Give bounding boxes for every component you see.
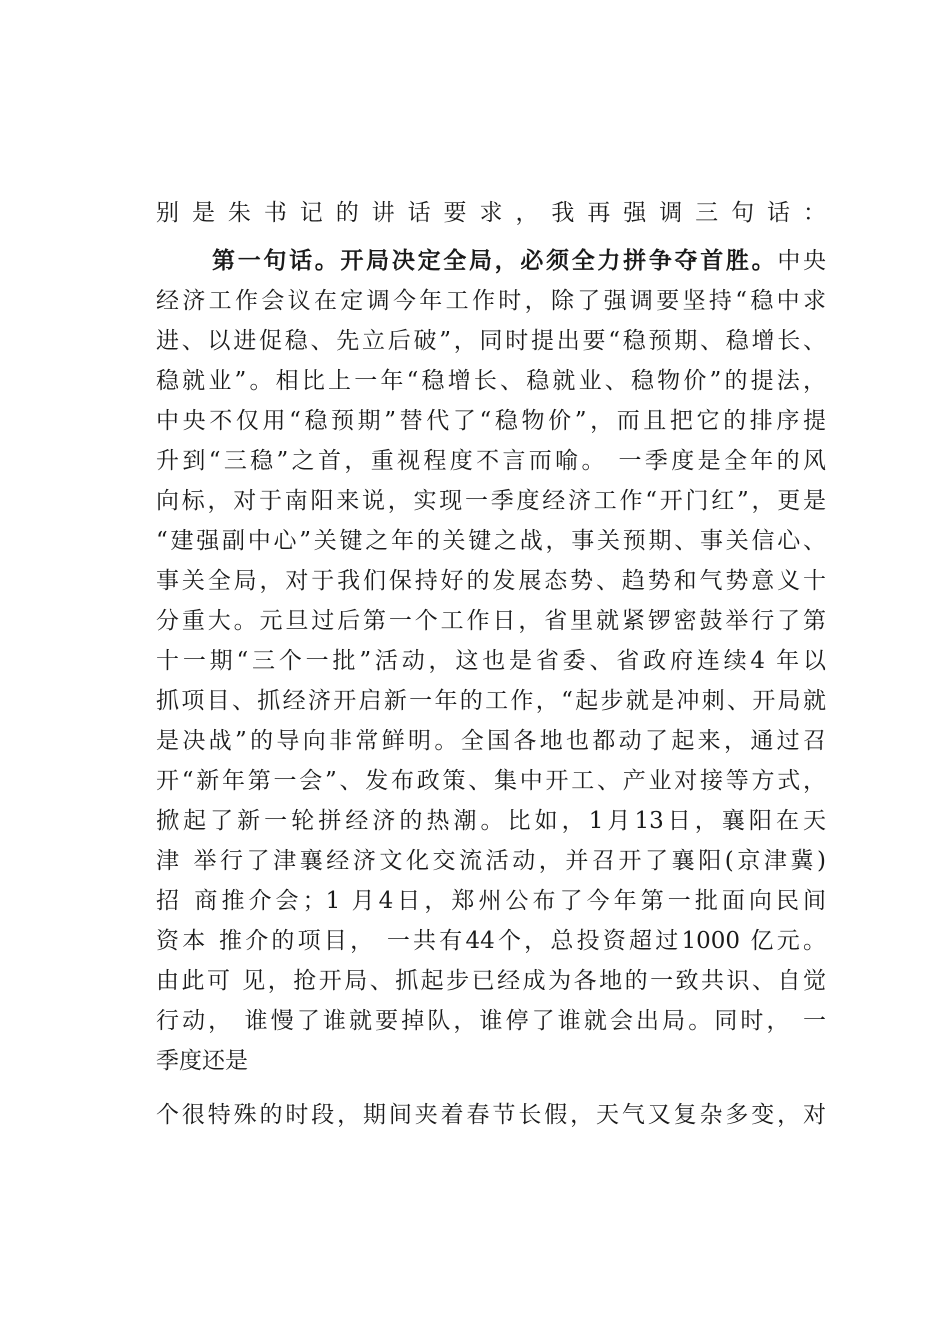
- paragraph-line: 经济工作会议在定调今年工作时，除了强调要坚持“稳中求: [156, 288, 826, 314]
- paragraph-last-line: 季度还是: [156, 1048, 248, 1074]
- paragraph-line: 中央不仅用“稳预期”替代了“稳物价”，而且把它的排序提: [156, 408, 826, 434]
- continuation-line: 个很特殊的时段，期间夹着春节长假，天气又复杂多变，对: [156, 1102, 826, 1128]
- opening-line: 别是朱书记的讲话要求，我再强调三句话：: [156, 200, 826, 226]
- paragraph-line: 抓项目、抓经济开启新一年的工作，“起步就是冲刺、开局就: [156, 688, 826, 714]
- paragraph-line: 由此可 见，抢开局、抓起步已经成为各地的一致共识、自觉: [156, 968, 826, 994]
- paragraph-line: 开“新年第一会”、发布政策、集中开工、产业对接等方式，: [156, 768, 826, 794]
- paragraph-line: 分重大。元旦过后第一个工作日，省里就紧锣密鼓举行了第: [156, 608, 826, 634]
- paragraph-first-line: [212, 241, 826, 281]
- paragraph-line: 事关全局，对于我们保持好的发展态势、趋势和气势意义十: [156, 568, 826, 594]
- paragraph-line: 稳就业”。相比上一年“稳增长、稳就业、稳物价”的提法，: [156, 368, 826, 394]
- paragraph-line: 津 举行了津襄经济文化交流活动，并召开了襄阳(京津冀): [156, 848, 826, 874]
- paragraph-line: 进、以进促稳、先立后破”，同时提出要“稳预期、稳增长、: [156, 328, 826, 354]
- paragraph-first-line-rest: 中央: [777, 248, 827, 274]
- paragraph-line: 掀起了新一轮拼经济的热潮。比如，1月13日，襄阳在天: [156, 808, 826, 834]
- paragraph-line: 向标，对于南阳来说，实现一季度经济工作“开门红”，更是: [156, 488, 826, 514]
- paragraph-line: 是决战”的导向非常鲜明。全国各地也都动了起来，通过召: [156, 728, 826, 754]
- paragraph-line: 十一期“三个一批”活动，这也是省委、省政府连续4 年以: [156, 648, 826, 674]
- paragraph-line: 招 商推介会；1 月4日，郑州公布了今年第一批面向民间: [156, 888, 826, 914]
- paragraph-line: 行动， 谁慢了谁就要掉队，谁停了谁就会出局。同时， 一: [156, 1008, 826, 1034]
- paragraph-line: 升到“三稳”之首，重视程度不言而喻。 一季度是全年的风: [156, 448, 826, 474]
- paragraph-lead-sentence: 第一句话。开局决定全局，必须全力拼争夺首胜。: [212, 247, 778, 274]
- paragraph-line: 资本 推介的项目， 一共有44个，总投资超过1000 亿元。: [156, 928, 826, 954]
- paragraph-line: “建强副中心”关键之年的关键之战，事关预期、事关信心、: [156, 528, 826, 554]
